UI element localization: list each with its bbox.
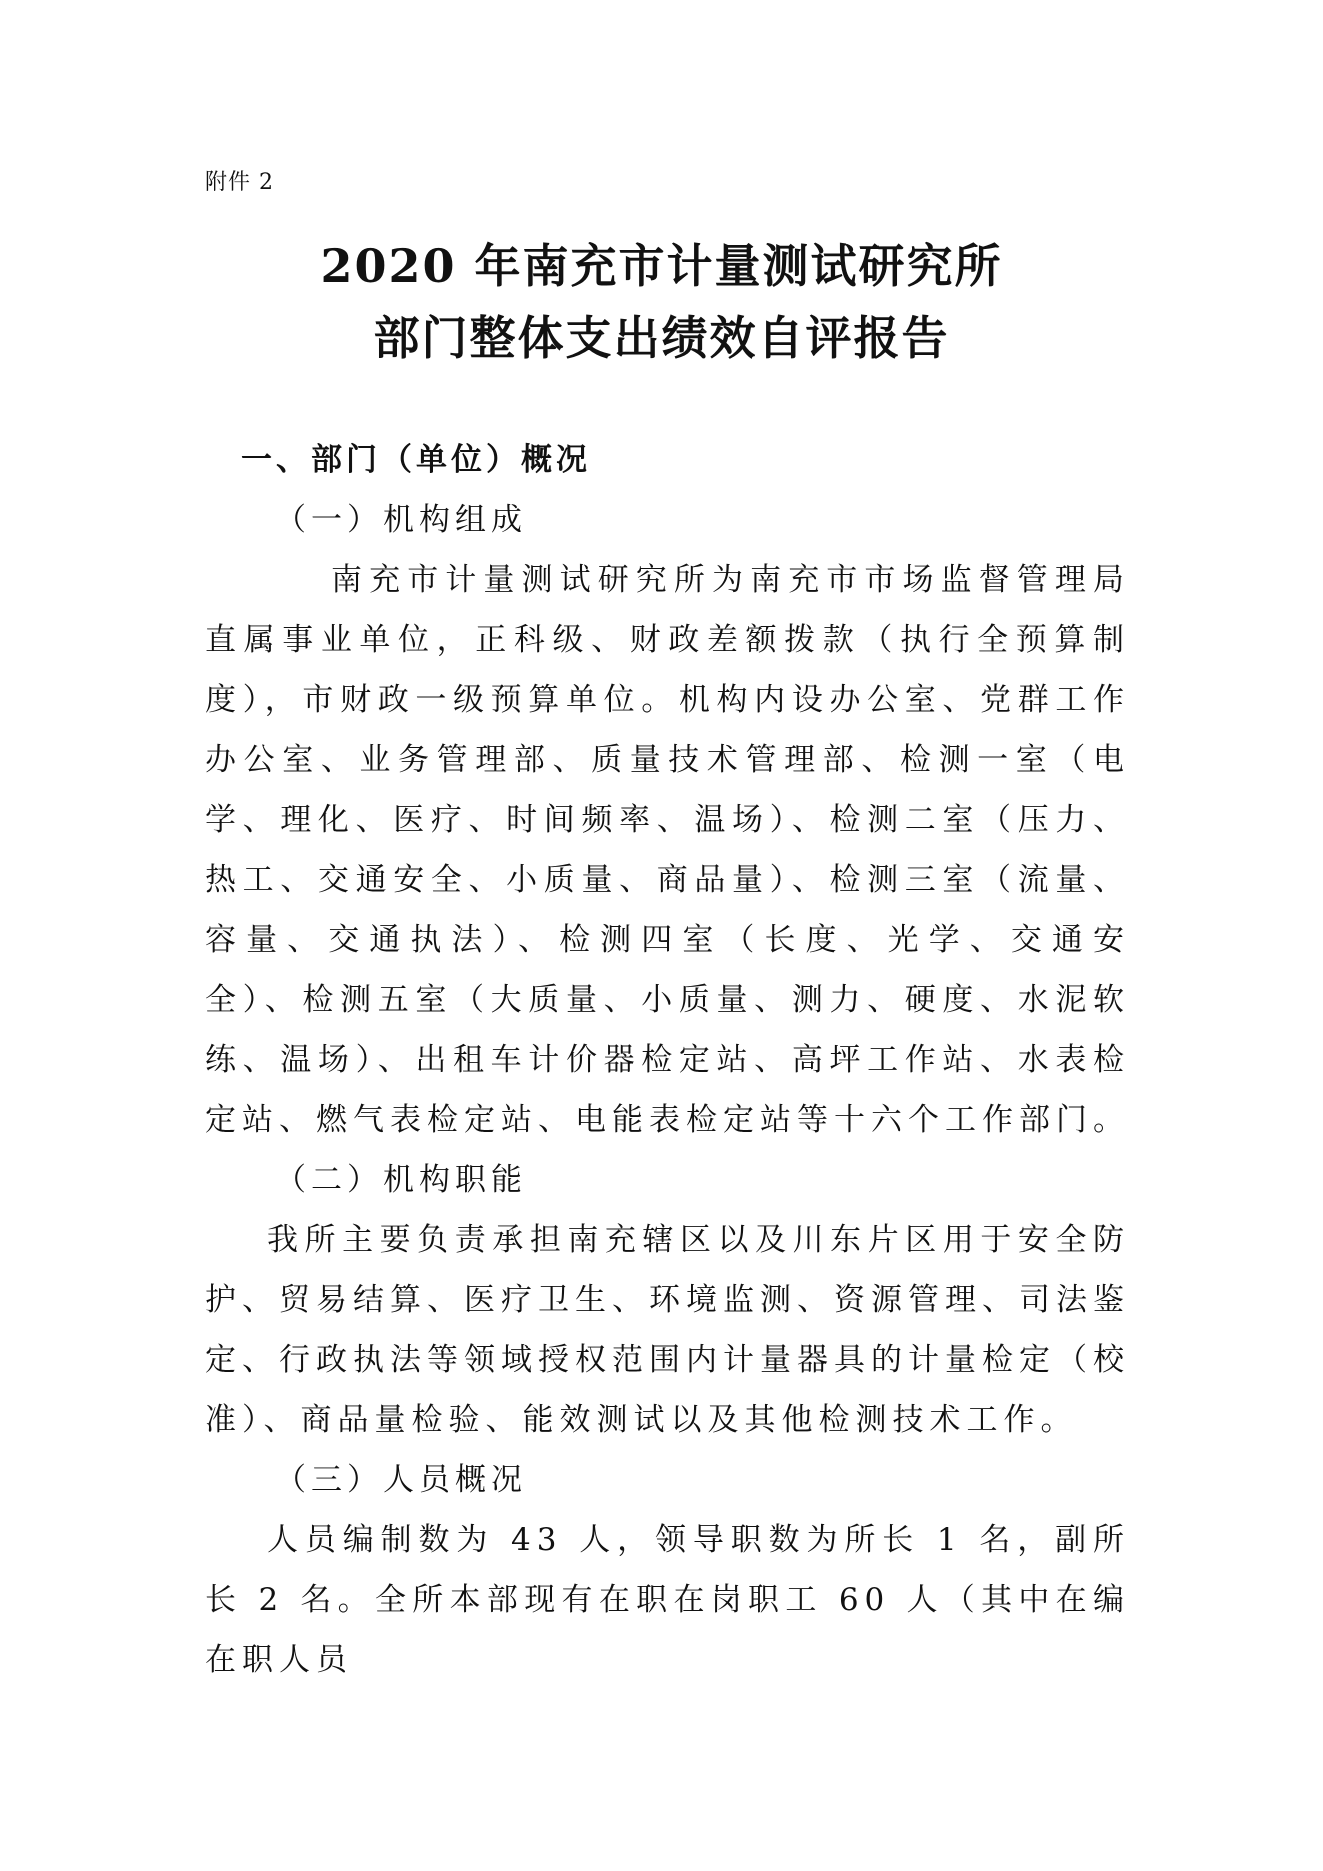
report-body (205, 430, 1130, 1690)
paragraph-organization: 南充市计量测试研究所为南充市市场监督管理局直属事业单位，正科级、财政差额拨款（执行全预算制度），市财政一级预算单位。机构内设办公室、党群工作办公室、业务管理部、质量技术管理部、检测一室（电学、理化、医疗、时间频率、温场）、检测二室（压力、热工、交通安全、小质量、商品量）、检测三室（流量、容量、交通执法）、检测四室（长度、光学、交通安全）、检测五室（大质量、小质量、测力、硬度、水泥软练、温场）、出租车计价器检定站、高坪工作站、水表检定站、燃气表检定站、电能表检定站等十六个工作部门。 (205, 562, 1130, 1138)
report-title-line2: 部门整体支出绩效自评报告 (373, 311, 950, 365)
attachment-label: 附件 2 (205, 170, 274, 195)
paragraph-functions: 我所主要负责承担南充辖区以及川东片区用于安全防护、贸易结算、医疗卫生、环境监测、资源管理、司法鉴定、行政执法等领域授权范围内计量器具的计量检定（校准）、商品量检验、能效测试以及其他检测技术工作。 (205, 1222, 1130, 1438)
subsection-heading-functions: （二）机构职能 (275, 1162, 527, 1198)
subsection-heading-organization: （一）机构组成 (275, 502, 527, 538)
section-heading-overview: 一、部门（单位）概况 (241, 442, 591, 478)
subsection-heading-personnel: （三）人员概况 (275, 1462, 527, 1498)
report-title (0, 230, 1323, 374)
paragraph-personnel: 人员编制数为 43 人，领导职数为所长 1 名，副所长 2 名。全所本部现有在职在岗职工 60 人（其中在编在职人员 (205, 1522, 1130, 1678)
report-title-line1: 2020 年南充市计量测试研究所 (320, 239, 1003, 293)
